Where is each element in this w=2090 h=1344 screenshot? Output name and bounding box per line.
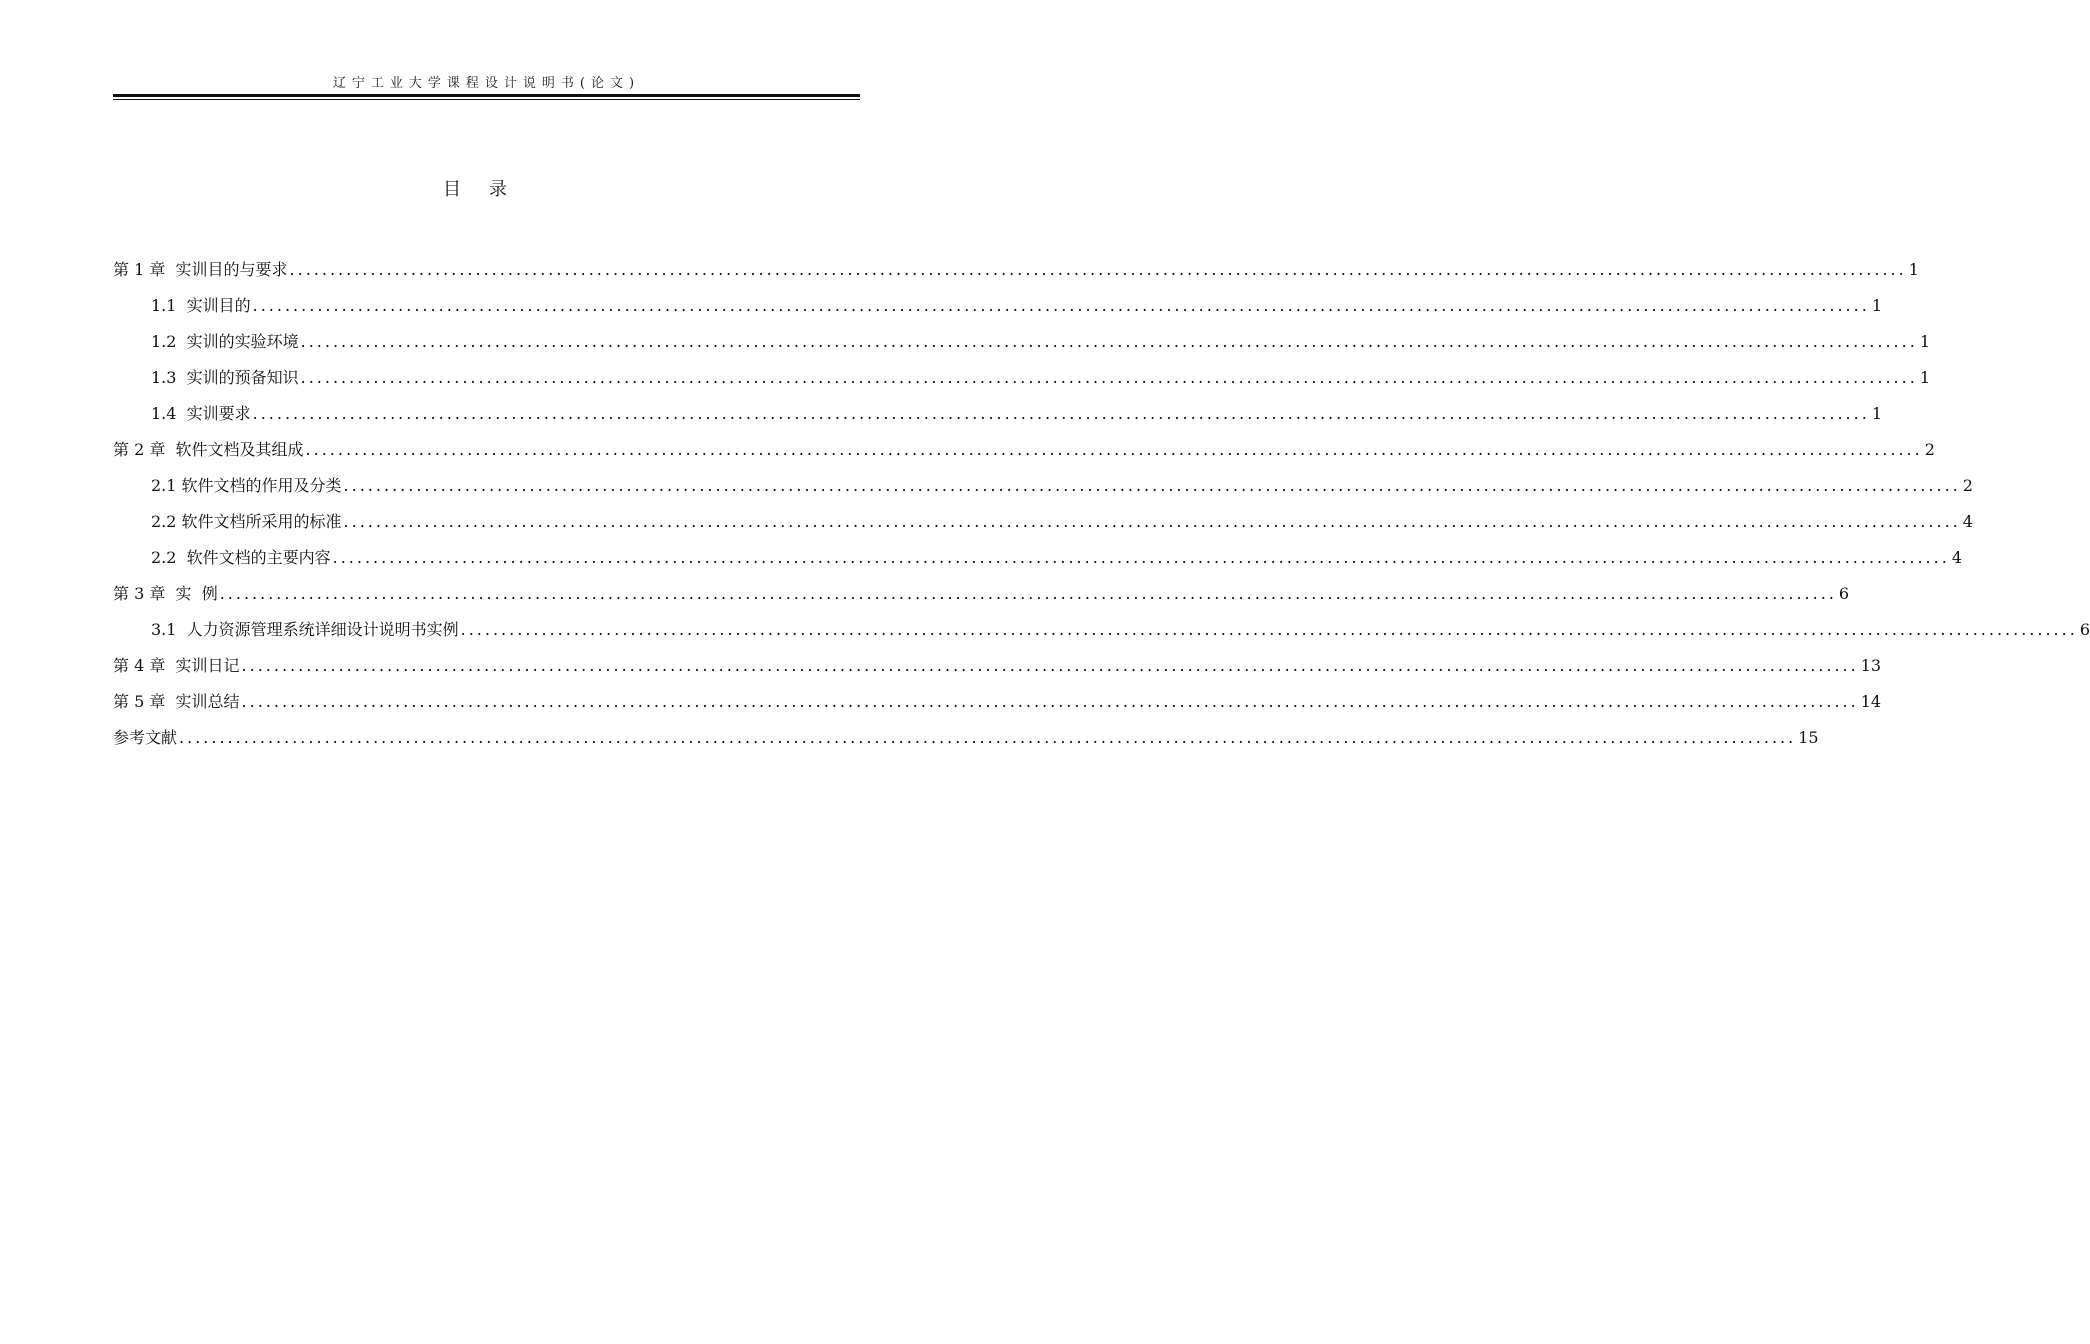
toc-entry-page-number: 13 [1860, 656, 1882, 675]
toc-dot-leader: ........................................................................................................................................................................................................ [241, 656, 1859, 675]
toc-dot-leader: ........................................................................................................................................................................................................ [300, 368, 1918, 387]
toc-entry[interactable] [113, 690, 1882, 726]
toc-dot-leader: ........................................................................................................................................................................................................ [252, 296, 1870, 315]
toc-entry-page-number: 1 [1908, 260, 1919, 279]
toc-entry[interactable] [113, 582, 1850, 618]
toc-entry[interactable] [113, 474, 1973, 510]
toc-dot-leader: ........................................................................................................................................................................................................ [252, 404, 1870, 423]
toc-entry-page-number: 1 [1919, 332, 1930, 351]
toc-entry-label: 1.3 实训的预备知识 [151, 368, 299, 387]
toc-dot-leader: ........................................................................................................................................................................................................ [300, 332, 1918, 351]
toc-entry[interactable] [113, 546, 1962, 582]
toc-dot-leader: ........................................................................................................................................................................................................ [343, 512, 1961, 531]
header-rule-thin [113, 99, 860, 100]
running-header: 辽宁工业大学课程设计说明书(论文) [332, 76, 641, 91]
toc-entry[interactable] [113, 330, 1930, 366]
toc-entry[interactable] [113, 618, 2090, 654]
toc-entry-page-number: 2 [1924, 440, 1935, 459]
toc-entry-label: 2.1 软件文档的作用及分类 [151, 476, 342, 495]
toc-entry-label: 1.4 实训要求 [151, 404, 251, 423]
toc-entry-label: 1.2 实训的实验环境 [151, 332, 299, 351]
toc-entry[interactable] [113, 258, 1919, 294]
toc-entry-page-number: 6 [1838, 584, 1850, 603]
toc-entry-label: 1.1 实训目的 [151, 296, 251, 315]
toc-entry[interactable] [113, 726, 1819, 762]
toc-entry[interactable] [113, 402, 1882, 438]
toc-entry-page-number: 1 [1871, 296, 1882, 315]
toc-entry-page-number: 4 [1951, 548, 1962, 567]
toc-heading-left: 目 [443, 179, 461, 200]
toc-entry-label: 2.2 软件文档的主要内容 [151, 548, 331, 567]
toc-entry-page-number: 6 [2079, 620, 2090, 639]
toc-entry-page-number: 4 [1962, 512, 1973, 531]
toc-entry[interactable] [113, 510, 1973, 546]
toc-entry-page-number: 14 [1860, 692, 1882, 711]
toc-entry-label: 第 1 章 实训目的与要求 [113, 260, 288, 279]
toc-entry-label: 参考文献 [113, 728, 178, 747]
toc-entry[interactable] [113, 654, 1882, 690]
table-of-contents [113, 258, 2090, 762]
toc-dot-leader: ........................................................................................................................................................................................................ [179, 728, 1797, 747]
toc-entry-page-number: 2 [1962, 476, 1973, 495]
toc-entry-label: 第 2 章 软件文档及其组成 [113, 440, 304, 459]
toc-entry[interactable] [113, 366, 1930, 402]
toc-entry-label: 第 3 章 实 例 [113, 584, 218, 603]
toc-dot-leader: ........................................................................................................................................................................................................ [289, 260, 1907, 279]
toc-heading-right: 录 [489, 179, 507, 200]
toc-entry-page-number: 1 [1871, 404, 1882, 423]
toc-entry[interactable] [113, 294, 1882, 330]
toc-entry-label: 第 4 章 实训日记 [113, 656, 240, 675]
toc-dot-leader: ........................................................................................................................................................................................................ [343, 476, 1961, 495]
toc-entry-label: 2.2 软件文档所采用的标准 [151, 512, 342, 531]
toc-dot-leader: ........................................................................................................................................................................................................ [219, 584, 1837, 603]
toc-entry-page-number: 15 [1798, 728, 1819, 747]
toc-dot-leader: ........................................................................................................................................................................................................ [332, 548, 1950, 567]
toc-heading [0, 175, 950, 201]
toc-dot-leader: ........................................................................................................................................................................................................ [460, 620, 2078, 639]
toc-entry-label: 第 5 章 实训总结 [113, 692, 240, 711]
toc-dot-leader: ........................................................................................................................................................................................................ [241, 692, 1859, 711]
toc-dot-leader: ........................................................................................................................................................................................................ [305, 440, 1923, 459]
toc-entry-label: 3.1 人力资源管理系统详细设计说明书实例 [151, 620, 459, 639]
header-rule-thick [113, 94, 860, 97]
toc-entry[interactable] [113, 438, 1935, 474]
toc-entry-page-number: 1 [1919, 368, 1930, 387]
